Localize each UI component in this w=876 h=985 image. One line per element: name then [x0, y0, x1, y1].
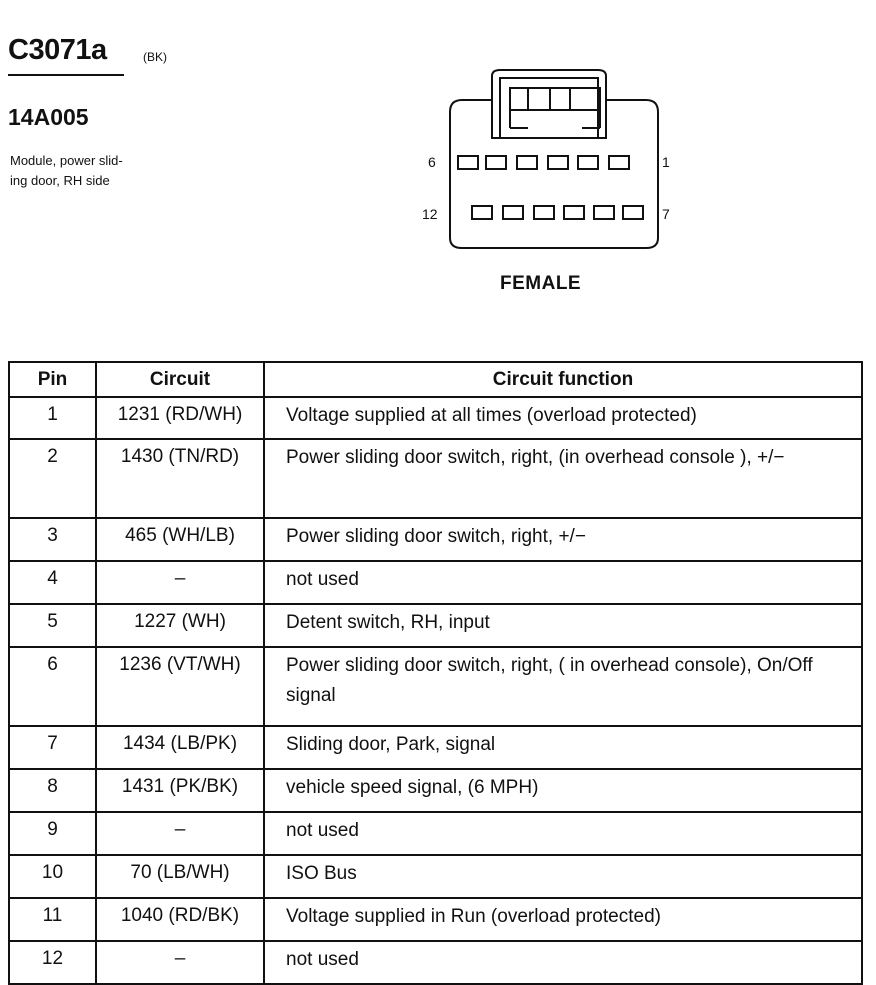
pin-label-1: 1 — [662, 154, 670, 170]
pin-label-7: 7 — [662, 206, 670, 222]
gender-label: FEMALE — [500, 273, 582, 294]
circuit-cell: 1040 (RD/BK) — [96, 898, 264, 941]
pin-cell: 2 — [9, 439, 96, 518]
cavity — [609, 156, 629, 169]
pin-cell: 4 — [9, 561, 96, 604]
function-cell: Voltage supplied at all times (overload protected) — [264, 397, 862, 439]
table-row — [9, 941, 862, 984]
pin-label-12: 12 — [422, 206, 438, 222]
table-row — [9, 855, 862, 898]
pin-cell: 9 — [9, 812, 96, 855]
pin-cell: 7 — [9, 726, 96, 769]
cavity — [534, 206, 554, 219]
column-header-circuit: Circuit — [96, 362, 264, 397]
column-header-function: Circuit function — [264, 362, 862, 397]
connector-housing — [450, 100, 658, 248]
cavity-row-bottom — [472, 206, 643, 219]
circuit-cell: 1434 (LB/PK) — [96, 726, 264, 769]
function-cell: Power sliding door switch, right, ( in overhead console), On/Off signal — [264, 647, 862, 726]
pin-cell: 11 — [9, 898, 96, 941]
table-row — [9, 898, 862, 941]
part-number: 14A005 — [8, 104, 89, 130]
table-row — [9, 726, 862, 769]
function-cell: Voltage supplied in Run (overload protected) — [264, 898, 862, 941]
table-row — [9, 397, 862, 439]
connector-id: C3071a — [8, 34, 107, 66]
function-cell: not used — [264, 561, 862, 604]
cavity — [578, 156, 598, 169]
pin-cell: 3 — [9, 518, 96, 561]
function-cell: Sliding door, Park, signal — [264, 726, 862, 769]
function-cell: Power sliding door switch, right, +/− — [264, 518, 862, 561]
circuit-cell: 1430 (TN/RD) — [96, 439, 264, 518]
table-row — [9, 812, 862, 855]
function-cell: Detent switch, RH, input — [264, 604, 862, 647]
circuit-cell: 1227 (WH) — [96, 604, 264, 647]
table-row — [9, 769, 862, 812]
table-row — [9, 561, 862, 604]
pin-cell: 6 — [9, 647, 96, 726]
description-line-2: ing door, RH side — [10, 173, 110, 188]
pin-cell: 10 — [9, 855, 96, 898]
pinout-table — [8, 361, 863, 985]
connector-color: (BK) — [143, 50, 167, 64]
cavity — [623, 206, 643, 219]
function-cell: Power sliding door switch, right, (in overhead console ), +/− — [264, 439, 862, 518]
cavity — [594, 206, 614, 219]
cavity — [472, 206, 492, 219]
function-cell: not used — [264, 941, 862, 984]
function-cell: vehicle speed signal, (6 MPH) — [264, 769, 862, 812]
pin-label-6: 6 — [428, 154, 436, 170]
pin-cell: 12 — [9, 941, 96, 984]
circuit-cell: 465 (WH/LB) — [96, 518, 264, 561]
table-row — [9, 604, 862, 647]
latch-window — [510, 88, 600, 110]
function-cell: ISO Bus — [264, 855, 862, 898]
cavity — [564, 206, 584, 219]
connector-face-diagram — [410, 60, 680, 280]
circuit-cell: – — [96, 561, 264, 604]
function-cell: not used — [264, 812, 862, 855]
cavity — [458, 156, 478, 169]
connector-id-underline — [8, 74, 124, 76]
cavity-row-top — [458, 156, 629, 169]
circuit-cell: 1236 (VT/WH) — [96, 647, 264, 726]
circuit-cell: – — [96, 941, 264, 984]
cavity — [503, 206, 523, 219]
column-header-pin: Pin — [9, 362, 96, 397]
circuit-cell: 70 (LB/WH) — [96, 855, 264, 898]
pin-cell: 1 — [9, 397, 96, 439]
circuit-cell: 1431 (PK/BK) — [96, 769, 264, 812]
table-header-row — [9, 362, 862, 397]
table-row — [9, 647, 862, 726]
cavity — [517, 156, 537, 169]
table-row — [9, 439, 862, 518]
component-description — [10, 151, 170, 191]
cavity — [548, 156, 568, 169]
cavity — [486, 156, 506, 169]
circuit-cell: – — [96, 812, 264, 855]
pin-cell: 8 — [9, 769, 96, 812]
table-row — [9, 518, 862, 561]
description-line-1: Module, power slid- — [10, 153, 123, 168]
circuit-cell: 1231 (RD/WH) — [96, 397, 264, 439]
pin-cell: 5 — [9, 604, 96, 647]
